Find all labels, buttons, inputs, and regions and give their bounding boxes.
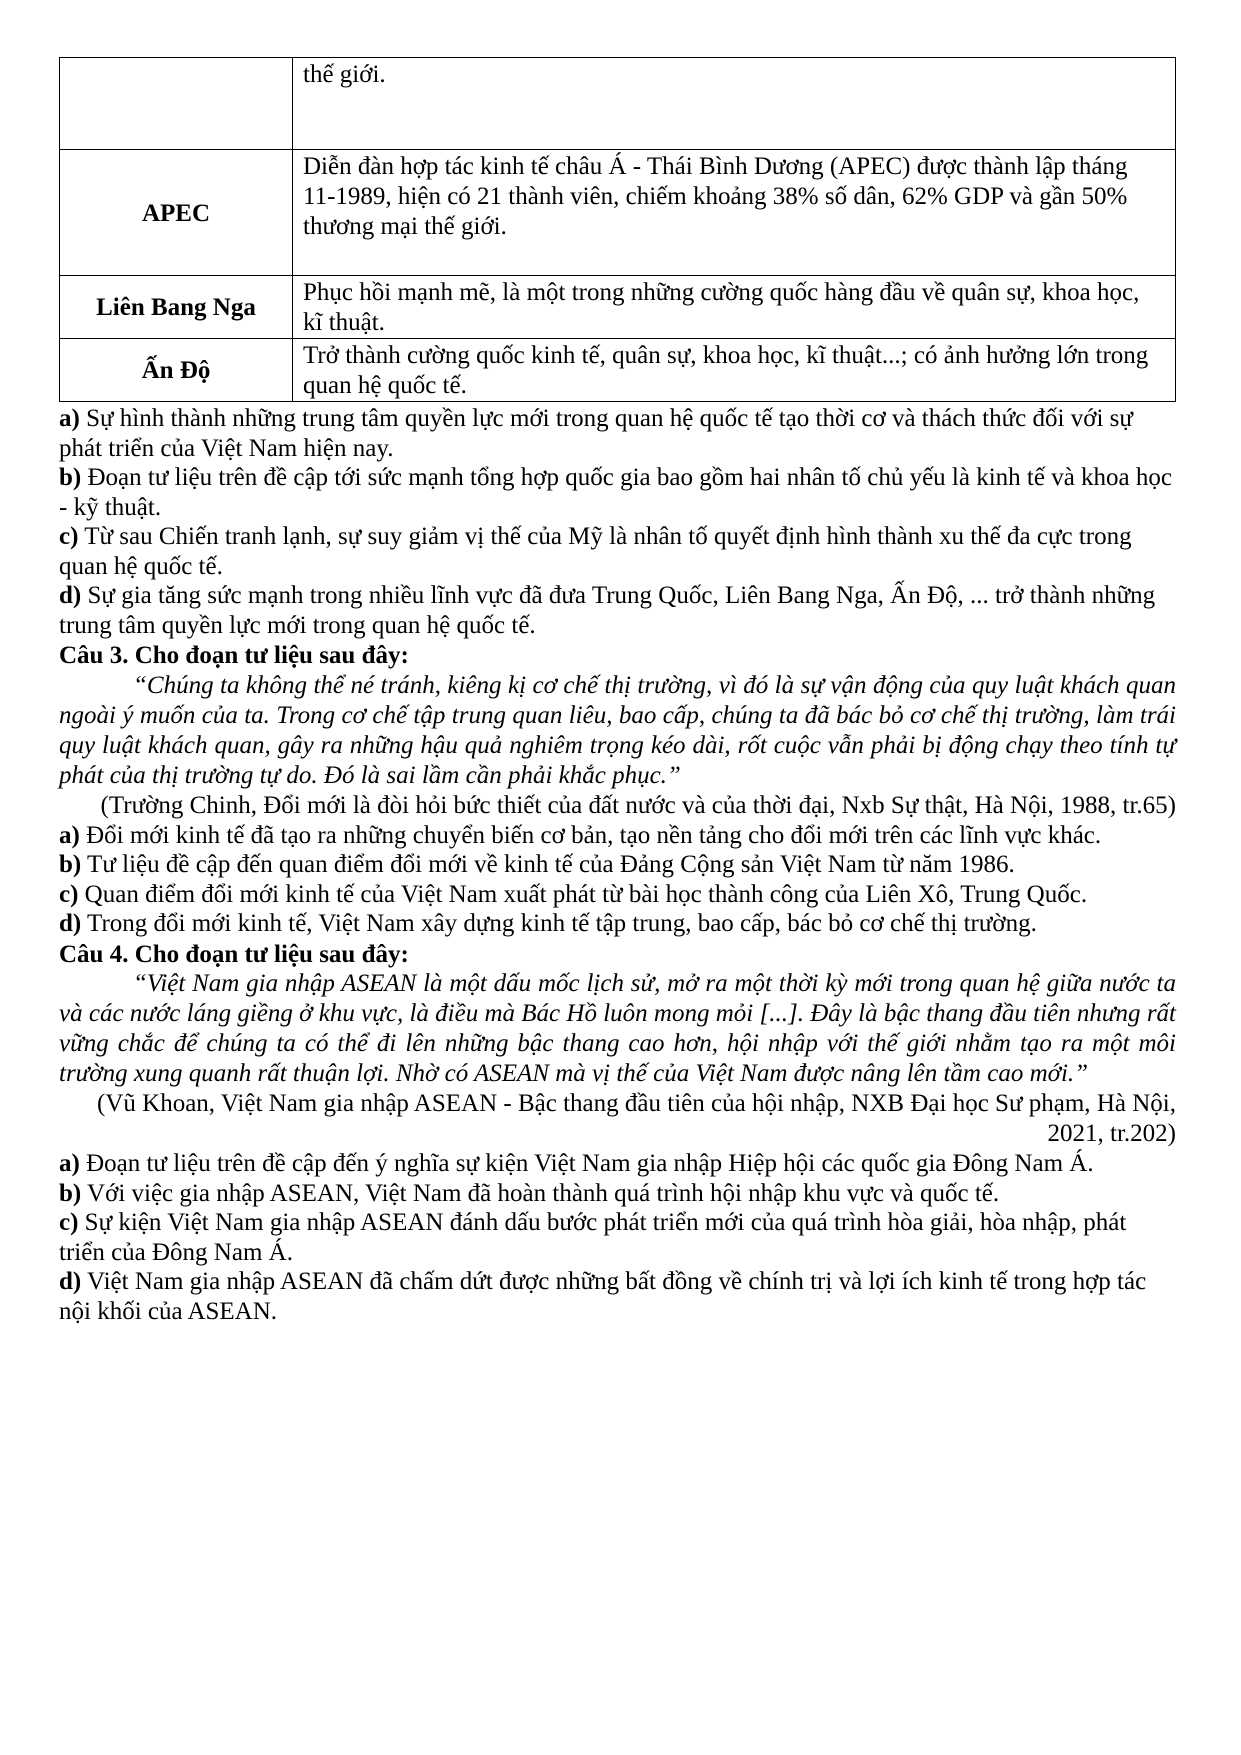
table-key-cell: Ấn Độ	[60, 339, 293, 402]
q3-option-b: b) Tư liệu đề cập đến quan điểm đổi mới về kinh tế của Đảng Cộng sản Việt Nam từ năm 1986.	[59, 851, 1015, 878]
q3-option-c: c) Quan điểm đổi mới kinh tế của Việt Nam xuất phát từ bài học thành công của Liên Xô, Trung Quốc.	[59, 880, 1088, 908]
table-text-line: thương mại thế giới.	[303, 213, 507, 240]
table-text-cell: thế giới.	[293, 58, 1176, 150]
table-text-line: Diễn đàn hợp tác kinh tế châu Á - Thái Bình Dương (APEC) được thành lập tháng 11-1989, hiện có 21 thành viên, chiếm khoảng 38% số dân, 62% GDP và gần 50%	[303, 153, 1128, 210]
table-row	[60, 58, 1176, 150]
table-text-cell: Phục hồi mạnh mẽ, là một trong những cường quốc hàng đầu về quân sự, khoa học, kĩ thuật.	[293, 276, 1176, 339]
document-page	[59, 57, 1176, 1326]
q3-option-d: d) Trong đổi mới kinh tế, Việt Nam xây dựng kinh tế tập trung, bao cấp, bác bỏ cơ chế thị trường.	[59, 910, 1037, 937]
table-key-cell: APEC	[60, 150, 293, 276]
q2-option-d: d) Sự gia tăng sức mạnh trong nhiều lĩnh vực đã đưa Trung Quốc, Liên Bang Nga, Ấn Độ, ... trở thành những trung tâm quyền lực mới trong quan hệ quốc tế.	[59, 582, 1156, 639]
question-3-quote: “Chúng ta không thể né tránh, kiêng kị cơ chế thị trường, vì đó là sự vận động của quy luật khách quan ngoài ý muốn của ta. Trong cơ chế tập trung quan liêu, bao cấp, chúng ta đã bác bỏ cơ chế thị trường, làm trái quy luật khách quan, gây ra những hậu quả nghiêm trọng kéo dài, rốt cuộc vẫn phải bị động chạy theo tính tự phát của thị trường tự do. Đó là sai lầm cần phải khắc phục.”	[59, 671, 1176, 789]
q4-option-c: c) Sự kiện Việt Nam gia nhập ASEAN đánh dấu bước phát triển mới của quá trình hòa giải, hòa nhập, phát triển của Đông Nam Á.	[59, 1209, 1127, 1266]
table-row	[60, 339, 1176, 402]
q4-option-a: a) Đoạn tư liệu trên đề cập đến ý nghĩa sự kiện Việt Nam gia nhập Hiệp hội các quốc gia Đông Nam Á.	[59, 1150, 1094, 1177]
question-4-quote: “Việt Nam gia nhập ASEAN là một dấu mốc lịch sử, mở ra một thời kỳ mới trong quan hệ giữa nước ta và các nước láng giềng ở khu vực, là điều mà Bác Hồ luôn mong mỏi [...]. Đây là bậc thang đầu tiên nhưng rất vững chắc để chúng ta có thể đi lên những bậc thang cao hơn, hội nhập với thế giới nhằm tạo ra một môi trường xung quanh rất thuận lợi. Nhờ có ASEAN mà vị thế của Việt Nam được nâng lên tầm cao mới.”	[59, 970, 1176, 1087]
table-text-cell: Trở thành cường quốc kinh tế, quân sự, khoa học, kĩ thuật...; có ảnh hưởng lớn trong quan hệ quốc tế.	[293, 339, 1176, 402]
q3-option-a: a) Đổi mới kinh tế đã tạo ra những chuyển biến cơ bản, tạo nền tảng cho đổi mới trên các lĩnh vực khác.	[59, 821, 1102, 849]
q4-option-d: d) Việt Nam gia nhập ASEAN đã chấm dứt được những bất đồng về chính trị và lợi ích kinh tế trong hợp tác nội khối của ASEAN.	[59, 1268, 1147, 1325]
organization-table	[59, 57, 1176, 402]
question-3-source: (Trường Chinh, Đổi mới là đòi hỏi bức thiết của đất nước và của thời đại, Nxb Sự thật, Hà Nội, 1988, tr.65)	[100, 791, 1176, 819]
table-key-cell	[60, 58, 293, 150]
question-3-title: Câu 3. Cho đoạn tư liệu sau đây:	[59, 642, 409, 669]
table-key-cell: Liên Bang Nga	[60, 276, 293, 339]
q2-option-b: b) Đoạn tư liệu trên đề cập tới sức mạnh tổng hợp quốc gia bao gồm hai nhân tố chủ yếu là kinh tế và khoa học - kỹ thuật.	[59, 464, 1172, 521]
q2-option-a: a) Sự hình thành những trung tâm quyền lực mới trong quan hệ quốc tế tạo thời cơ và thách thức đối với sự phát triển của Việt Nam hiện nay.	[59, 405, 1133, 462]
q2-option-c: c) Từ sau Chiến tranh lạnh, sự suy giảm vị thế của Mỹ là nhân tố quyết định hình thành xu thế đa cực trong quan hệ quốc tế.	[59, 523, 1132, 580]
question-4-source: (Vũ Khoan, Việt Nam gia nhập ASEAN - Bậc thang đầu tiên của hội nhập, NXB Đại học Sư phạm, Hà Nội, 2021, tr.202)	[97, 1090, 1176, 1147]
table-row	[60, 150, 1176, 276]
question-4-title: Câu 4. Cho đoạn tư liệu sau đây:	[59, 940, 409, 968]
q4-option-b: b) Với việc gia nhập ASEAN, Việt Nam đã hoàn thành quá trình hội nhập khu vực và quốc tế.	[59, 1179, 1000, 1207]
question-content	[59, 404, 1176, 1326]
table-row	[60, 276, 1176, 339]
table-text-cell	[293, 150, 1176, 276]
